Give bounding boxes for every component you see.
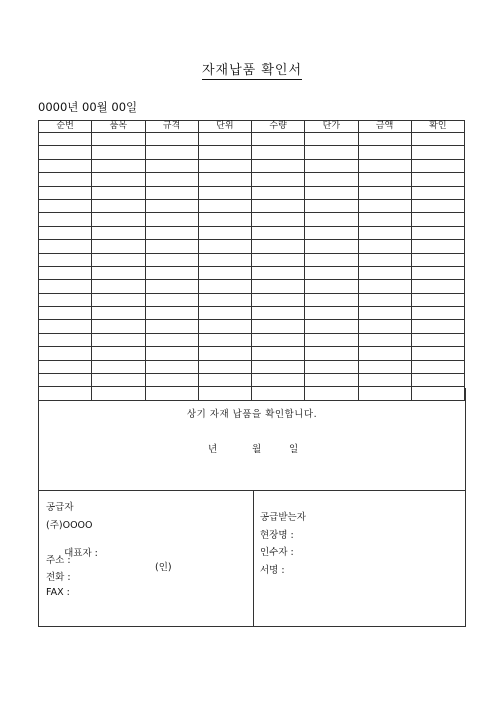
table-row (39, 173, 465, 186)
table-cell (358, 266, 411, 279)
table-cell (305, 333, 358, 346)
table-cell (39, 159, 92, 172)
table-cell (305, 199, 358, 212)
table-cell (198, 307, 251, 320)
table-cell (252, 347, 305, 360)
table-cell (411, 240, 464, 253)
table-cell (358, 226, 411, 239)
table-cell (145, 307, 198, 320)
table-cell (92, 146, 145, 159)
table-cell (39, 293, 92, 306)
table-cell (305, 226, 358, 239)
table-row (39, 146, 465, 159)
header-check: 확인 (411, 121, 464, 133)
month-label: 월 (252, 444, 262, 455)
table-row (39, 293, 465, 306)
table-cell (92, 133, 145, 146)
table-cell (92, 266, 145, 279)
table-cell (411, 333, 464, 346)
table-cell (411, 253, 464, 266)
table-cell (198, 186, 251, 199)
table-cell (145, 133, 198, 146)
table-cell (92, 173, 145, 186)
table-cell (305, 146, 358, 159)
table-cell (411, 146, 464, 159)
supplier-heading: 공급자 (46, 502, 74, 513)
table-cell (411, 307, 464, 320)
table-cell (252, 240, 305, 253)
table-body (39, 133, 465, 401)
table-cell (411, 186, 464, 199)
table-cell (145, 374, 198, 387)
table-cell (358, 280, 411, 293)
table-row (39, 186, 465, 199)
table-cell (252, 266, 305, 279)
table-cell (358, 186, 411, 199)
table-cell (411, 347, 464, 360)
header-item: 품목 (92, 121, 145, 133)
table-cell (145, 280, 198, 293)
table-cell (145, 293, 198, 306)
table-cell (305, 360, 358, 373)
table-cell (252, 374, 305, 387)
table-cell (198, 320, 251, 333)
header-number: 순번 (39, 121, 92, 133)
table-cell (358, 146, 411, 159)
table-cell (358, 240, 411, 253)
table-cell (92, 213, 145, 226)
supplier-address: 주소 : (46, 554, 71, 566)
table-cell (305, 347, 358, 360)
table-cell (92, 226, 145, 239)
parties-section (38, 490, 466, 627)
table-cell (411, 293, 464, 306)
table-cell (252, 186, 305, 199)
table-cell (39, 240, 92, 253)
table-cell (305, 186, 358, 199)
table-cell (411, 199, 464, 212)
table-cell (198, 226, 251, 239)
document-title-text: 자재납품 확인서 (201, 63, 303, 78)
table-cell (358, 347, 411, 360)
table-cell (305, 213, 358, 226)
table-cell (358, 173, 411, 186)
table-cell (198, 253, 251, 266)
table-cell (411, 280, 464, 293)
table-cell (145, 266, 198, 279)
table-cell (252, 159, 305, 172)
header-unit: 단위 (198, 121, 251, 133)
table-cell (198, 333, 251, 346)
table-cell (39, 307, 92, 320)
supplier-block (46, 499, 172, 604)
table-cell (252, 360, 305, 373)
table-cell (252, 146, 305, 159)
table-cell (358, 320, 411, 333)
table-cell (39, 213, 92, 226)
receiver-block (260, 509, 306, 579)
table-row (39, 253, 465, 266)
table-cell (305, 293, 358, 306)
table-cell (305, 133, 358, 146)
table-cell (252, 293, 305, 306)
table-cell (198, 146, 251, 159)
table-cell (358, 133, 411, 146)
table-cell (198, 240, 251, 253)
table-row (39, 226, 465, 239)
table-cell (305, 320, 358, 333)
header-spec: 규격 (145, 121, 198, 133)
table-cell (252, 320, 305, 333)
table-row (39, 347, 465, 360)
receiver-heading: 공급받는자 (260, 512, 306, 523)
table-cell (39, 226, 92, 239)
table-cell (92, 374, 145, 387)
table-cell (358, 333, 411, 346)
document-date: 0000년 00월 00일 (38, 100, 138, 114)
table-cell (145, 333, 198, 346)
table-cell (252, 213, 305, 226)
table-cell (198, 347, 251, 360)
table-cell (39, 374, 92, 387)
table-cell (145, 173, 198, 186)
table-cell (411, 266, 464, 279)
table-cell (198, 133, 251, 146)
table-header-row (39, 121, 465, 133)
table-cell (92, 280, 145, 293)
table-cell (39, 199, 92, 212)
table-cell (92, 320, 145, 333)
table-cell (92, 360, 145, 373)
table-cell (39, 347, 92, 360)
header-amount: 금액 (358, 121, 411, 133)
header-unit-price: 단가 (305, 121, 358, 133)
table-cell (39, 266, 92, 279)
receiver-recipient: 인수자 : (260, 547, 294, 558)
table-row (39, 360, 465, 373)
day-label: 일 (289, 444, 299, 455)
table-cell (92, 307, 145, 320)
table-cell (198, 280, 251, 293)
table-cell (145, 226, 198, 239)
confirmation-section (38, 388, 466, 491)
table-cell (411, 173, 464, 186)
supplier-company: (주)OOOO (46, 519, 93, 531)
table-cell (198, 173, 251, 186)
table-cell (411, 226, 464, 239)
parties-divider (253, 491, 254, 626)
table-row (39, 307, 465, 320)
table-cell (358, 293, 411, 306)
table-row (39, 133, 465, 146)
table-cell (145, 360, 198, 373)
receiver-site: 현장명 : (260, 529, 294, 541)
table-cell (145, 240, 198, 253)
table-row (39, 280, 465, 293)
table-cell (305, 374, 358, 387)
table-cell (411, 360, 464, 373)
table-cell (198, 266, 251, 279)
table-row (39, 199, 465, 212)
table-cell (145, 213, 198, 226)
table-cell (358, 360, 411, 373)
receiver-signature: 서명 : (260, 564, 285, 576)
supplier-representative: 대표자 : (64, 548, 98, 559)
table-cell (39, 253, 92, 266)
table-cell (358, 307, 411, 320)
table-cell (39, 133, 92, 146)
table-cell (92, 333, 145, 346)
table-cell (92, 159, 145, 172)
table-cell (358, 374, 411, 387)
supplier-seal: (인) (155, 562, 172, 573)
table-cell (39, 320, 92, 333)
table-row (39, 374, 465, 387)
table-cell (358, 159, 411, 172)
table-cell (145, 320, 198, 333)
table-cell (145, 199, 198, 212)
table-row (39, 320, 465, 333)
table-cell (92, 199, 145, 212)
table-cell (252, 280, 305, 293)
table-cell (252, 133, 305, 146)
table-cell (252, 253, 305, 266)
table-cell (305, 173, 358, 186)
table-cell (411, 213, 464, 226)
table-cell (252, 173, 305, 186)
supplier-phone: 전화 : (46, 572, 71, 583)
table-cell (411, 374, 464, 387)
table-cell (305, 266, 358, 279)
table-cell (198, 360, 251, 373)
confirmation-statement: 상기 자재 납품을 확인합니다. (186, 409, 318, 420)
table-row (39, 240, 465, 253)
table-cell (305, 280, 358, 293)
table-cell (39, 333, 92, 346)
table-cell (198, 374, 251, 387)
table-cell (92, 253, 145, 266)
document-title (0, 59, 504, 78)
table-cell (145, 253, 198, 266)
table-cell (39, 146, 92, 159)
table-cell (39, 173, 92, 186)
table-cell (39, 360, 92, 373)
year-label: 년 (208, 444, 218, 455)
table-cell (411, 159, 464, 172)
table-cell (145, 347, 198, 360)
table-cell (411, 133, 464, 146)
table-cell (358, 253, 411, 266)
table-cell (145, 186, 198, 199)
table-cell (305, 240, 358, 253)
table-cell (92, 240, 145, 253)
table-cell (252, 333, 305, 346)
table-row (39, 333, 465, 346)
table-cell (252, 199, 305, 212)
table-cell (92, 293, 145, 306)
table-cell (252, 226, 305, 239)
supplier-fax: FAX : (46, 586, 70, 598)
header-quantity: 수량 (252, 121, 305, 133)
table-cell (252, 307, 305, 320)
table-cell (198, 213, 251, 226)
table-cell (305, 253, 358, 266)
table-cell (198, 159, 251, 172)
table-cell (39, 280, 92, 293)
table-cell (305, 159, 358, 172)
table-cell (358, 199, 411, 212)
table-cell (411, 320, 464, 333)
table-cell (92, 186, 145, 199)
table-cell (92, 347, 145, 360)
table-cell (198, 293, 251, 306)
table-cell (358, 213, 411, 226)
table-cell (305, 307, 358, 320)
table-row (39, 213, 465, 226)
delivery-table (38, 120, 465, 401)
table-row (39, 159, 465, 172)
table-row (39, 266, 465, 279)
table-cell (39, 186, 92, 199)
table-cell (198, 199, 251, 212)
table-cell (145, 146, 198, 159)
table-cell (145, 159, 198, 172)
